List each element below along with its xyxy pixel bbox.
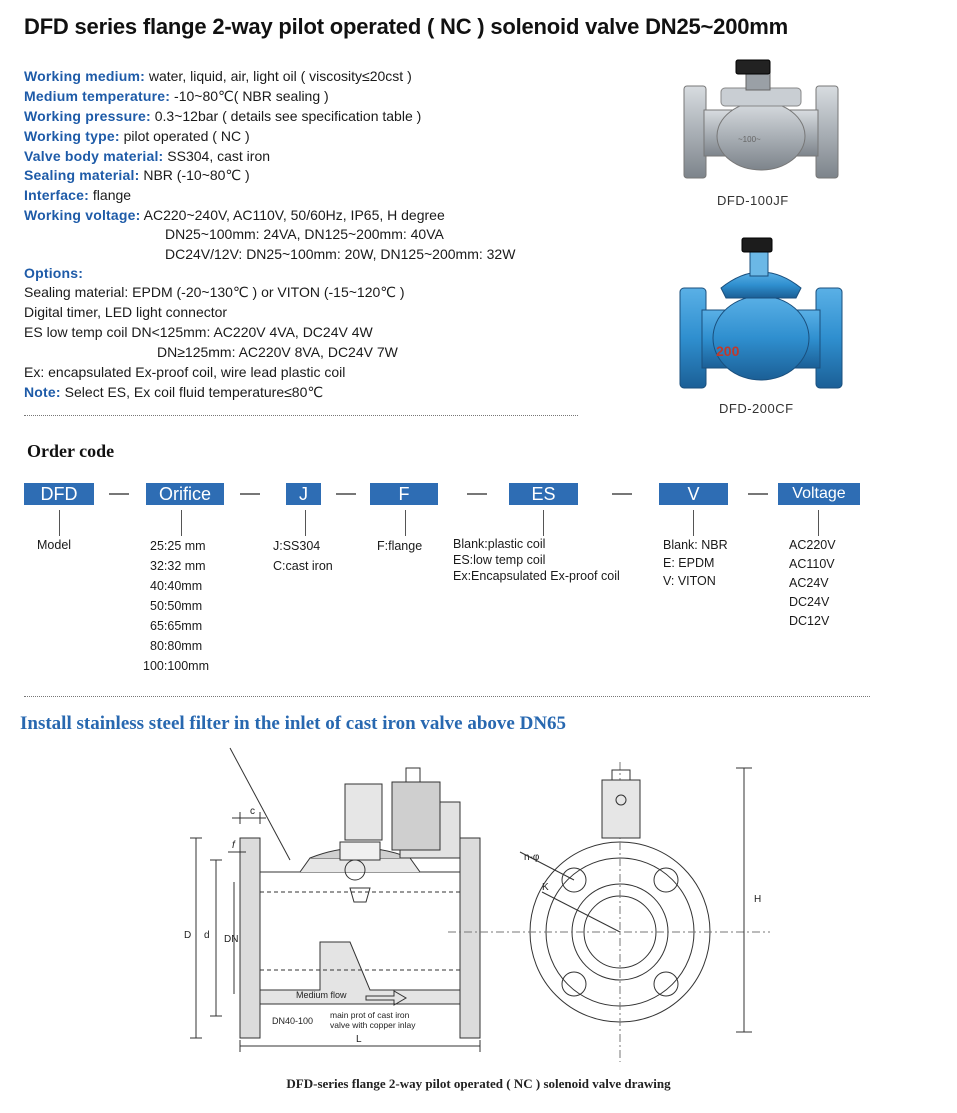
options-heading: Options:: [24, 265, 84, 281]
product-caption-dfd-200cf: DFD-200CF: [719, 401, 794, 416]
valve-technical-drawing: [170, 742, 770, 1062]
code-separator: [748, 493, 768, 495]
model-label: Model: [37, 538, 72, 552]
dim-label-d-inner: d: [204, 930, 210, 941]
option-sealing: Sealing material: EPDM (-20~130℃ ) or VITON (-15~120℃ ): [24, 284, 405, 300]
orifice-option: 40:40mm: [150, 579, 203, 593]
seal-option: Blank: NBR: [663, 538, 728, 552]
medium-flow-label: Medium flow: [296, 990, 347, 1000]
dim-label-d-outer: D: [184, 930, 192, 941]
code-box-flange: F: [370, 483, 438, 505]
code-box-seal: V: [659, 483, 728, 505]
main-prot-label-2: valve with copper inlay: [330, 1020, 416, 1030]
valve-image-dfd-100jf: [676, 58, 846, 188]
voltage-option: DC12V: [789, 614, 830, 628]
coil-option: ES:low temp coil: [453, 553, 546, 567]
spec-voltage-ac-power: DN25~100mm: 24VA, DN125~200mm: 40VA: [165, 226, 444, 242]
spec-medium-temperature: Medium temperature: -10~80℃( NBR sealing ): [24, 88, 329, 104]
product-caption-dfd-100jf: DFD-100JF: [717, 193, 789, 208]
code-separator: [240, 493, 260, 495]
spec-working-type: Working type: pilot operated ( NC ): [24, 128, 250, 144]
dim-label-f: f: [232, 840, 235, 851]
option-timer: Digital timer, LED light connector: [24, 304, 228, 320]
code-box-material: J: [286, 483, 321, 505]
filter-heading: Install stainless steel filter in the inlet of cast iron valve above DN65: [20, 713, 567, 734]
option-ex-coil: Ex: encapsulated Ex-proof coil, wire lead plastic coil: [24, 364, 346, 380]
voltage-option: DC24V: [789, 595, 830, 609]
order-code-heading: Order code: [27, 441, 115, 461]
code-leader-line: [693, 510, 694, 536]
code-leader-line: [305, 510, 306, 536]
drawing-caption: DFD-series flange 2-way pilot operated ( NC ) solenoid valve drawing: [286, 1076, 671, 1091]
option-es-coil-small: ES low temp coil DN<125mm: AC220V 4VA, DC24V 4W: [24, 324, 373, 340]
code-leader-line: [181, 510, 182, 536]
orifice-option: 80:80mm: [150, 639, 203, 653]
orifice-option: 32:32 mm: [150, 559, 206, 573]
seal-option: E: EPDM: [663, 556, 715, 570]
material-option: J:SS304: [273, 539, 321, 553]
flange-option: F:flange: [377, 539, 423, 553]
dim-label-k: K: [542, 882, 549, 893]
orifice-option: 50:50mm: [150, 599, 203, 613]
code-leader-line: [59, 510, 60, 536]
dim-label-dn: DN: [224, 934, 239, 945]
code-box-coil: ES: [509, 483, 578, 505]
page-title: DFD series flange 2-way pilot operated ( NC ) solenoid valve DN25~200mm: [24, 14, 788, 39]
divider: [24, 696, 870, 697]
voltage-option: AC110V: [789, 557, 835, 571]
coil-option: Blank:plastic coil: [453, 537, 546, 551]
note: Note: Select ES, Ex coil fluid temperature≤80℃: [24, 384, 324, 400]
voltage-option: AC220V: [789, 538, 836, 552]
valve-size-marking: ~100~: [738, 135, 761, 144]
code-leader-line: [405, 510, 406, 536]
code-box-model: DFD: [24, 483, 94, 505]
orifice-option: 100:100mm: [143, 659, 210, 673]
code-leader-line: [818, 510, 819, 536]
orifice-option: 65:65mm: [150, 619, 203, 633]
divider: [24, 415, 578, 416]
seal-option: V: VITON: [663, 574, 716, 588]
main-prot-label-1: main prot of cast iron: [330, 1010, 410, 1020]
spec-working-pressure: Working pressure: 0.3~12bar ( details see specification table ): [24, 108, 422, 124]
code-separator: [612, 493, 632, 495]
dim-label-c: c: [250, 806, 255, 817]
orifice-option: 25:25 mm: [150, 539, 206, 553]
code-separator: [467, 493, 487, 495]
valve-size-marking: 200: [716, 343, 740, 359]
spec-working-medium: Working medium: water, liquid, air, light oil ( viscosity≤20cst ): [24, 68, 412, 84]
code-separator: [336, 493, 356, 495]
dn-range-label: DN40-100: [272, 1016, 314, 1026]
dim-label-l: L: [356, 1034, 362, 1045]
coil-option: Ex:Encapsulated Ex-proof coil: [453, 569, 620, 583]
spec-voltage-dc-power: DC24V/12V: DN25~100mm: 20W, DN125~200mm: 32W: [165, 246, 516, 262]
code-separator: [109, 493, 129, 495]
dim-label-n-phi: n-φ: [524, 852, 540, 863]
code-box-orifice: Orifice: [146, 483, 224, 505]
code-leader-line: [543, 510, 544, 536]
valve-image-dfd-200cf: [676, 236, 846, 396]
code-box-voltage: Voltage: [778, 483, 860, 505]
spec-sealing-material: Sealing material: NBR (-10~80℃ ): [24, 167, 250, 183]
spec-working-voltage: Working voltage: AC220~240V, AC110V, 50/60Hz, IP65, H degree: [24, 207, 445, 223]
voltage-option: AC24V: [789, 576, 829, 590]
dim-label-h: H: [754, 894, 762, 905]
spec-body-material: Valve body material: SS304, cast iron: [24, 148, 271, 164]
option-es-coil-large: DN≥125mm: AC220V 8VA, DC24V 7W: [157, 344, 398, 360]
material-option: C:cast iron: [273, 559, 333, 573]
spec-interface: Interface: flange: [24, 187, 132, 203]
